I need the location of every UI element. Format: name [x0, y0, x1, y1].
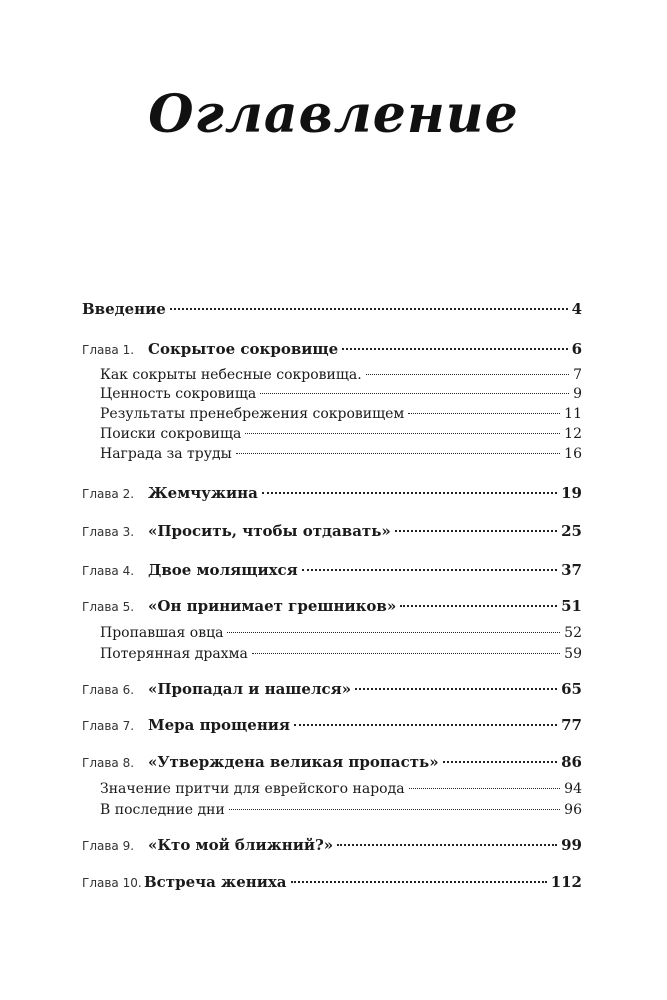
toc-subentry-title: Пропавшая овца — [100, 625, 224, 641]
toc-subentry-page: 9 — [573, 386, 582, 402]
toc-entry-chapter-5[interactable] — [82, 597, 582, 619]
chapter-label: Глава 8. — [82, 756, 135, 770]
toc-subentry-title: Как сокрыты небесные сокровища. — [100, 367, 362, 383]
toc-subentry-title: Результаты пренебрежения сокровищем — [100, 406, 405, 422]
chapter-label: Глава 3. — [82, 525, 135, 539]
toc-entry-page: 99 — [561, 836, 582, 854]
toc-subentry-title: Потерянная драхма — [100, 646, 248, 662]
toc-entry-title: «Он принимает грешников» — [148, 597, 397, 615]
chapter-label: Глава 1. — [82, 343, 135, 357]
toc-subentry-page: 12 — [564, 426, 582, 442]
dot-leader — [170, 308, 568, 310]
dot-leader — [294, 724, 557, 726]
toc-entry-title: Сокрытое сокровище — [148, 340, 339, 358]
toc-entry-chapter-7[interactable] — [82, 716, 582, 738]
toc-subentry-title: Поиски сокровища — [100, 426, 242, 442]
dot-leader — [262, 492, 557, 494]
chapter-label: Глава 2. — [82, 487, 135, 501]
toc-subentry[interactable] — [82, 386, 582, 405]
toc-entry-title: Введение — [82, 300, 166, 318]
toc-subentry-page: 11 — [564, 406, 582, 422]
chapter-label: Глава 10. — [82, 876, 142, 890]
toc-entry-page: 4 — [571, 300, 582, 318]
toc-subentry-title: Значение притчи для еврейского народа — [100, 781, 405, 797]
toc-entry-title: «Утверждена великая пропасть» — [148, 753, 439, 771]
dot-leader — [408, 413, 560, 414]
toc-entry-title: «Пропадал и нашелся» — [148, 680, 352, 698]
toc-subentry-title: В последние дни — [100, 802, 225, 818]
toc-entry-title: «Кто мой ближний?» — [148, 836, 334, 854]
chapter-label: Глава 9. — [82, 839, 135, 853]
toc-entry-chapter-4[interactable] — [82, 561, 582, 583]
toc-entry-introduction[interactable] — [82, 300, 582, 322]
dot-leader — [227, 632, 560, 633]
toc-subentry-page: 16 — [564, 446, 582, 462]
toc-entry-chapter-2[interactable] — [82, 484, 582, 506]
dot-leader — [236, 453, 560, 454]
toc-entry-title: Жемчужина — [148, 484, 258, 502]
toc-subentry-title: Ценность сокровища — [100, 386, 257, 402]
toc-subentry[interactable] — [82, 406, 582, 425]
toc-entry-page: 65 — [561, 680, 582, 698]
toc-subentry-page: 7 — [573, 367, 582, 383]
toc-entry-page: 25 — [561, 522, 582, 540]
toc-subentry[interactable] — [82, 367, 582, 386]
toc-subentry-page: 52 — [564, 625, 582, 641]
toc-subentry-page: 94 — [564, 781, 582, 797]
toc-subentry[interactable] — [82, 781, 582, 800]
toc-entry-page: 37 — [561, 561, 582, 579]
dot-leader — [229, 809, 560, 810]
toc-entry-chapter-1[interactable] — [82, 340, 582, 362]
dot-leader — [355, 688, 557, 690]
toc-entry-title: Встреча жениха — [144, 873, 287, 891]
toc-entry-chapter-6[interactable] — [82, 680, 582, 702]
dot-leader — [245, 433, 560, 434]
toc-entry-chapter-3[interactable] — [82, 522, 582, 544]
dot-leader — [342, 348, 567, 350]
toc-subentry[interactable] — [82, 802, 582, 821]
toc-subentry[interactable] — [82, 625, 582, 644]
toc-entry-chapter-10[interactable] — [82, 873, 582, 895]
toc-subentry-title: Награда за труды — [100, 446, 232, 462]
toc-entry-page: 19 — [561, 484, 582, 502]
dot-leader — [443, 761, 558, 763]
toc-entry-chapter-9[interactable] — [82, 836, 582, 858]
toc-subentry-page: 96 — [564, 802, 582, 818]
dot-leader — [252, 653, 560, 654]
toc-entry-title: «Просить, чтобы отдавать» — [148, 522, 391, 540]
dot-leader — [366, 374, 569, 375]
toc-entry-page: 51 — [561, 597, 582, 615]
toc-subentry-page: 59 — [564, 646, 582, 662]
chapter-label: Глава 4. — [82, 564, 135, 578]
chapter-label: Глава 7. — [82, 719, 135, 733]
dot-leader — [291, 881, 547, 883]
toc-entry-page: 112 — [550, 873, 582, 891]
chapter-label: Глава 5. — [82, 600, 135, 614]
toc-subentry[interactable] — [82, 426, 582, 445]
dot-leader — [395, 530, 557, 532]
chapter-label: Глава 6. — [82, 683, 135, 697]
toc-entry-page: 77 — [561, 716, 582, 734]
dot-leader — [302, 569, 557, 571]
dot-leader — [260, 393, 569, 394]
page-title: Оглавление — [148, 84, 519, 145]
toc-entry-page: 86 — [561, 753, 582, 771]
dot-leader — [337, 844, 557, 846]
toc-entry-title: Мера прощения — [148, 716, 291, 734]
toc-entry-chapter-8[interactable] — [82, 753, 582, 775]
toc-subentry[interactable] — [82, 646, 582, 665]
toc-subentry[interactable] — [82, 446, 582, 465]
toc-entry-page: 6 — [571, 340, 582, 358]
dot-leader — [409, 788, 561, 789]
toc-entry-title: Двое молящихся — [148, 561, 298, 579]
dot-leader — [400, 605, 557, 607]
